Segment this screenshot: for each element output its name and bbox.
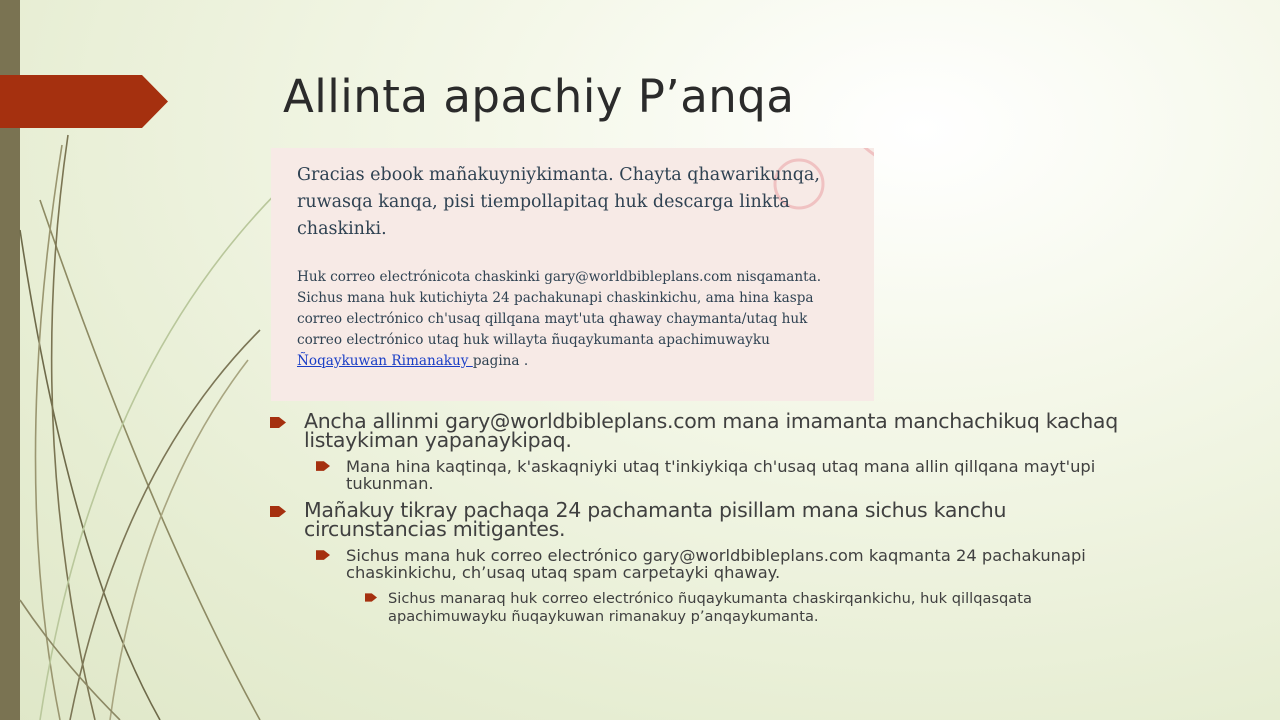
arrow-bullet-icon <box>365 593 377 602</box>
bullet-text: Mañakuy tikray pachaqa 24 pachamanta pisillam mana sichus kanchu circunstancias mitigantes. <box>304 498 1007 541</box>
email-confirmation-screenshot <box>271 148 874 401</box>
slide-title: Allinta apachiy P’anqa <box>283 70 795 123</box>
title-accent-tab <box>0 75 168 128</box>
arrow-bullet-icon <box>270 506 286 517</box>
instructions-text-end: pagina . <box>472 353 529 369</box>
arrow-bullet-icon <box>316 461 330 471</box>
instructions-text: Huk correo electrónicota chaskinki gary@worldbibleplans.com nisqamanta. Sichus mana huk kutichiyta 24 pachakunapi chaskinkichu, ama hina kaspa correo electrónico ch'usaq qillqana mayt'uta qhaway chaymanta/utaq huk correo electrónico utaq huk willayta ñuqaykumanta apachimuwayku <box>297 269 822 348</box>
bullet-item <box>268 458 1148 492</box>
contact-us-link[interactable]: Ñoqaykuwan Rimanakuy <box>297 353 473 369</box>
bullet-item <box>268 498 1148 541</box>
bullet-text: Mana hina kaqtinqa, k'askaqniyki utaq t'inkiykiqa ch'usaq utaq mana allin qillqana mayt'upi tukunman. <box>346 457 1096 493</box>
arrow-bullet-icon <box>316 550 330 560</box>
bullet-text: Ancha allinmi gary@worldbibleplans.com mana imamanta manchachikuq kachaq listaykiman yapanaykipaq. <box>304 409 1118 452</box>
bullet-text: Sichus manaraq huk correo electrónico ñuqaykumanta chaskirqankichu, huk qillqasqata apachimuwayku ñuqaykuwan rimanakuy p’anqaykumanta. <box>388 590 1032 625</box>
bullet-item <box>268 590 1148 626</box>
bullet-item <box>268 409 1148 452</box>
thank-you-heading: Gracias ebook mañakuyniykimanta. Chayta qhawarikunqa, ruwasqa kanqa, pisi tiempollapitaq huk descarga linkta chaskinki. <box>297 165 820 239</box>
arrow-bullet-icon <box>270 417 286 428</box>
bullet-item <box>268 547 1148 581</box>
bullet-list <box>268 409 1148 632</box>
bullet-text: Sichus mana huk correo electrónico gary@worldbibleplans.com kaqmanta 24 pachakunapi chaskinkichu, ch’usaq utaq spam carpetayki qhaway. <box>346 546 1086 582</box>
email-instructions <box>297 267 854 372</box>
